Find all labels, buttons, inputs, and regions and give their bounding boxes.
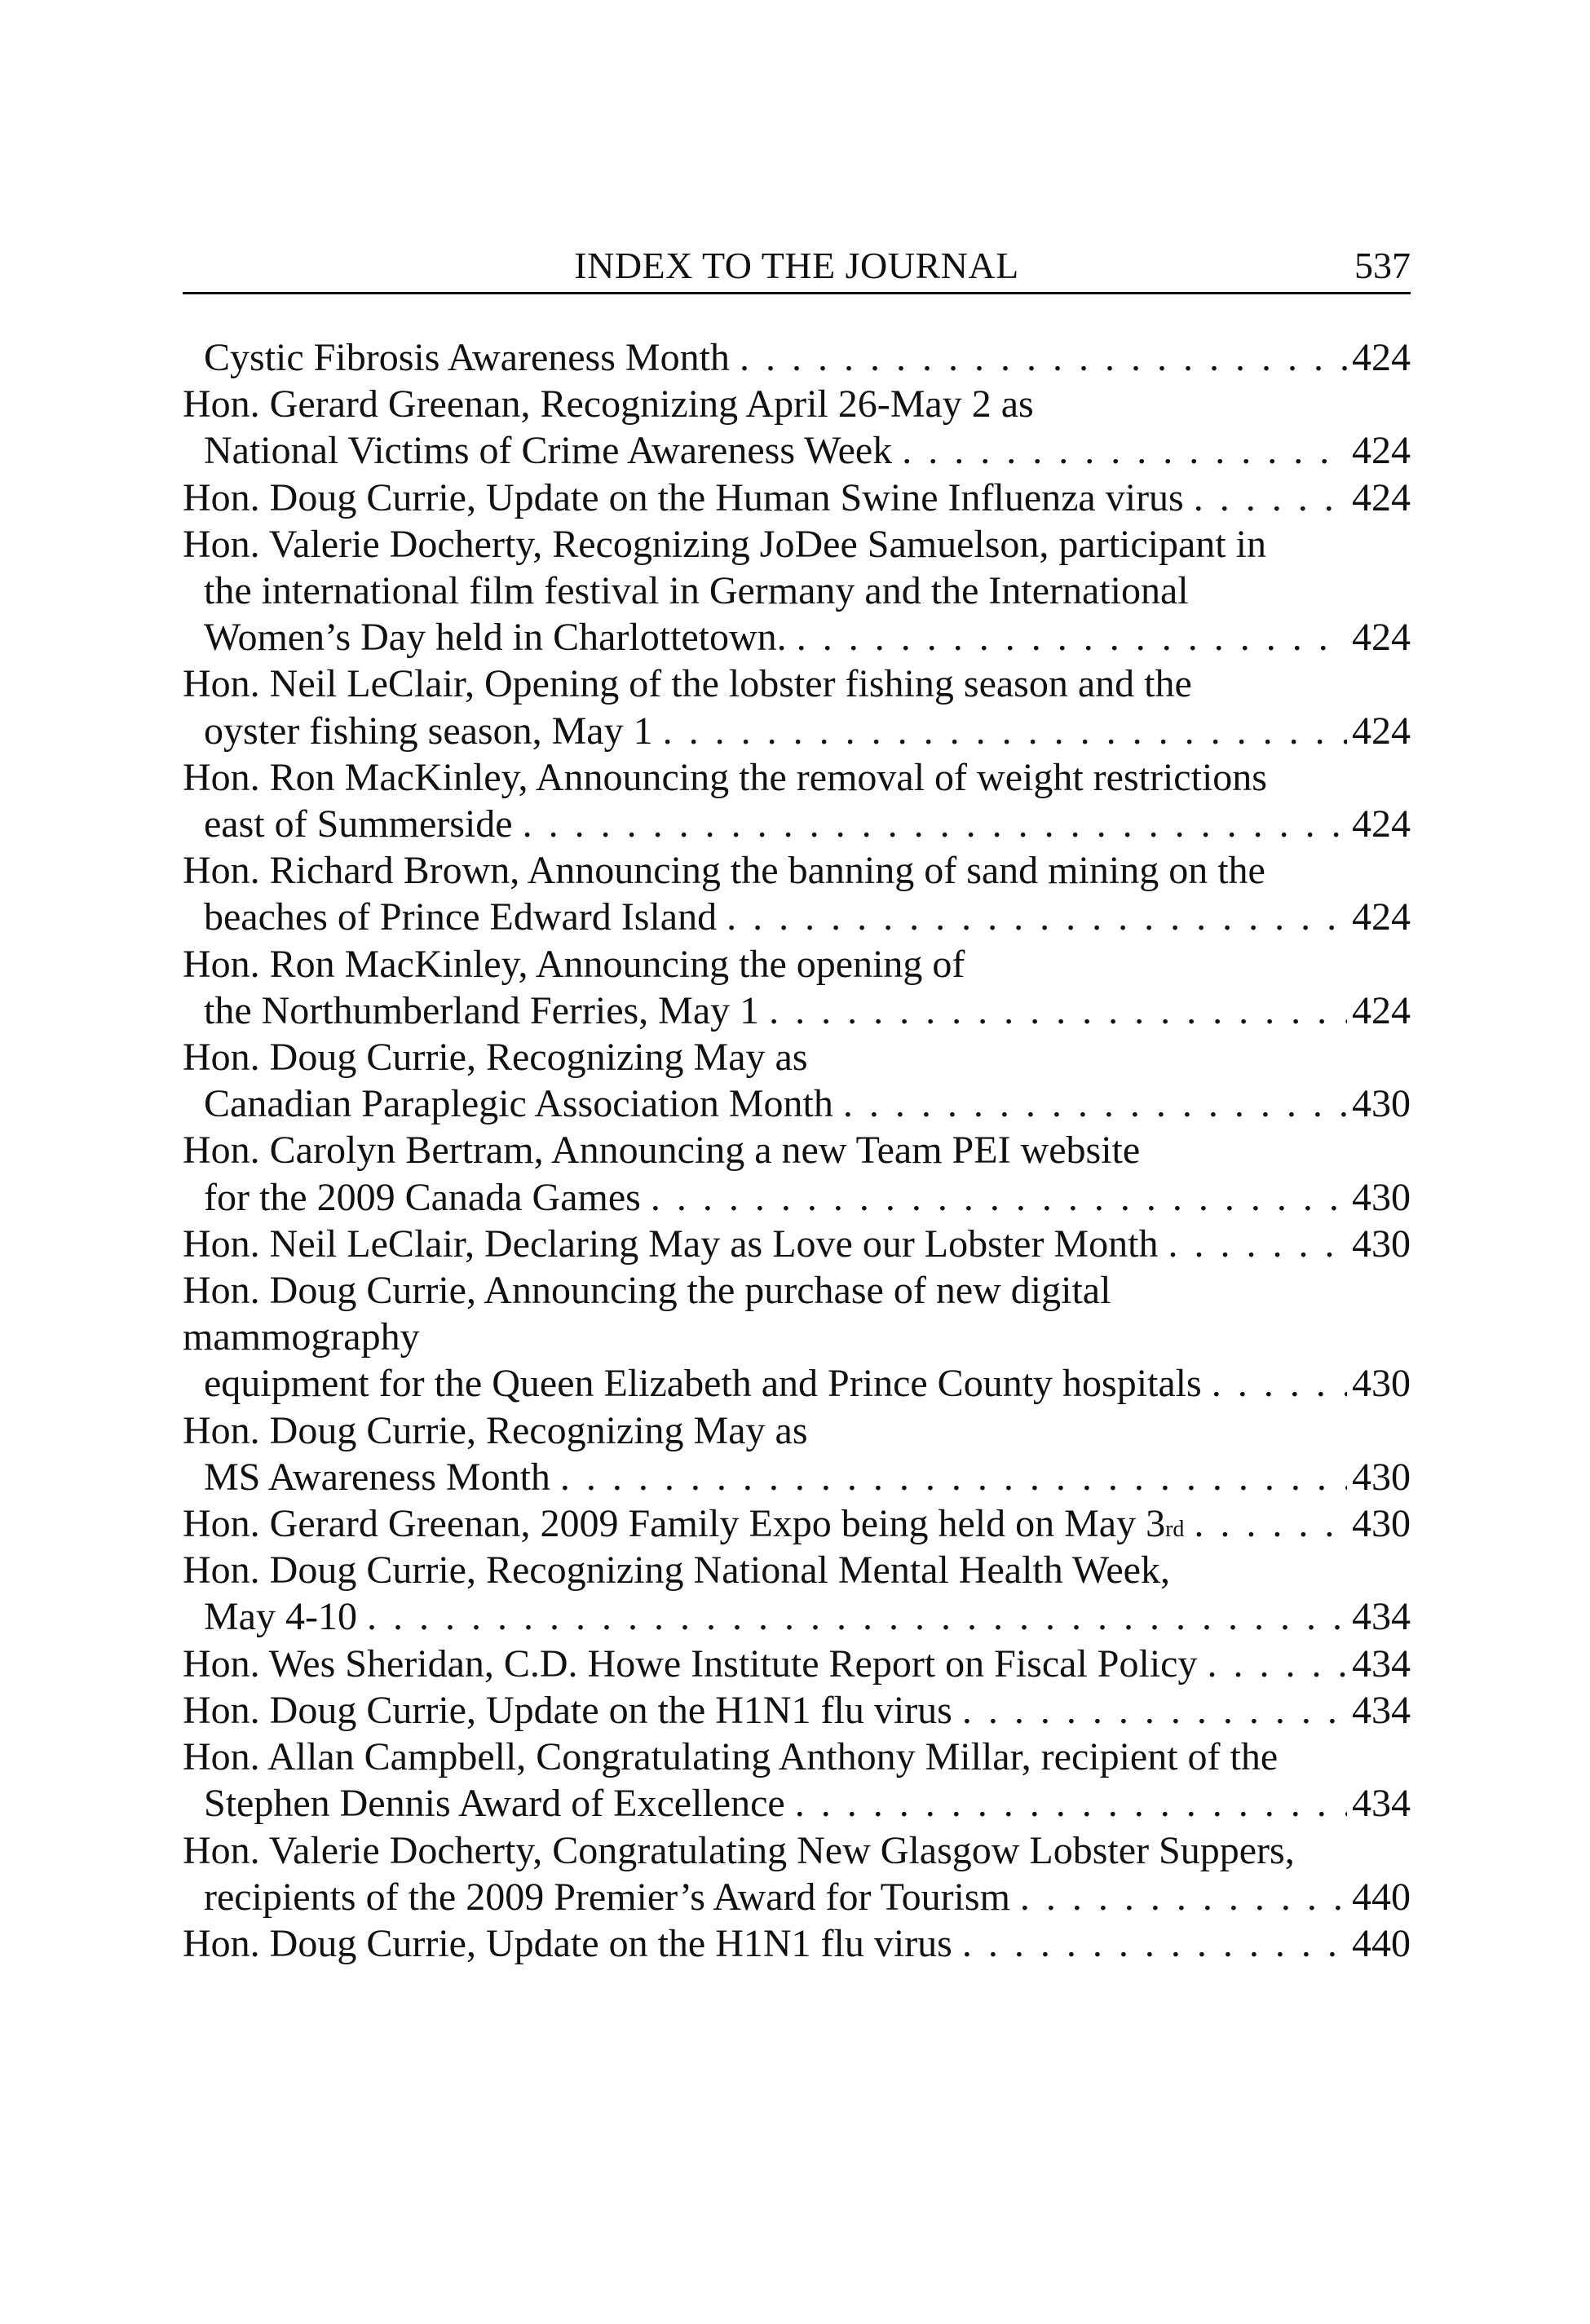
- index-entry-line: [183, 1593, 1411, 1640]
- index-entry: [183, 1827, 1411, 1920]
- index-entry-line: [183, 894, 1411, 940]
- entry-page-number: 440: [1352, 1875, 1411, 1919]
- entry-text: Women’s Day held in Charlottetown.: [204, 616, 787, 660]
- index-entry: [183, 1734, 1411, 1827]
- index-entry-line: [183, 1454, 1411, 1500]
- entry-text: Canadian Paraplegic Association Month: [204, 1082, 833, 1126]
- index-entry-line: [183, 1267, 1411, 1314]
- index-entry-line: [183, 847, 1411, 894]
- index-entry-line: [183, 381, 1411, 427]
- entry-page-number: 424: [1352, 802, 1411, 846]
- dot-leader: [962, 1687, 1347, 1734]
- index-entry-line: [183, 1920, 1411, 1967]
- dot-leader: [1194, 475, 1347, 521]
- index-entry: [183, 754, 1411, 847]
- index-entry-line: [183, 614, 1411, 661]
- entry-text: the Northumberland Ferries, May 1: [204, 988, 760, 1032]
- index-entry: [183, 847, 1411, 940]
- entry-text: Hon. Ron MacKinley, Announcing the removal of weight restrictions: [183, 755, 1267, 799]
- dot-leader: [1212, 1360, 1347, 1407]
- index-entry-line: [183, 521, 1411, 568]
- entry-text: for the 2009 Canada Games: [204, 1175, 641, 1219]
- dot-leader: [367, 1593, 1347, 1640]
- entry-page-number: 424: [1352, 475, 1411, 519]
- entry-text: Cystic Fibrosis Awareness Month: [204, 336, 730, 379]
- index-entry: [183, 475, 1411, 521]
- index-entry-line: [183, 1734, 1411, 1780]
- index-list: [183, 334, 1411, 1967]
- index-entry: [183, 521, 1411, 661]
- index-entry-line: Hon. Gerard Greenan, 2009 Family Expo being held on May 3 rd . . . 430: [183, 1500, 1411, 1547]
- dot-leader: [727, 894, 1347, 940]
- dot-leader: [962, 1920, 1347, 1967]
- index-entry-line: [183, 1080, 1411, 1127]
- index-entry: [183, 1687, 1411, 1734]
- entry-text: Hon. Valerie Docherty, Recognizing JoDee Samuelson, participant in: [183, 522, 1266, 566]
- dot-leader: [560, 1454, 1347, 1500]
- index-entry-line: [183, 708, 1411, 754]
- entry-page-number: 434: [1352, 1595, 1411, 1639]
- index-entry-line: [183, 754, 1411, 801]
- entry-text: Hon. Richard Brown, Announcing the banning of sand mining on the: [183, 849, 1265, 893]
- index-entry-line: [183, 568, 1411, 614]
- index-entry-line: [183, 801, 1411, 847]
- index-entry-line: [183, 1547, 1411, 1593]
- index-entry: [183, 661, 1411, 753]
- entry-page-number: 430: [1352, 1362, 1411, 1406]
- index-entry-line: [183, 941, 1411, 987]
- index-entry-line: [183, 475, 1411, 521]
- entry-page-number: 424: [1352, 895, 1411, 939]
- index-entry-line: [183, 1827, 1411, 1874]
- entry-page-number: 430: [1352, 1222, 1411, 1266]
- entry-page-number: 430: [1352, 1455, 1411, 1499]
- entry-text: Hon. Doug Currie, Update on the H1N1 flu virus: [183, 1688, 952, 1732]
- dot-leader: [795, 1780, 1347, 1827]
- entry-text: Stephen Dennis Award of Excellence: [204, 1782, 785, 1826]
- entry-page-number: 430: [1352, 1175, 1411, 1219]
- index-entry-line: [183, 1127, 1411, 1173]
- index-entry: [183, 941, 1411, 1034]
- page-number: 537: [1354, 245, 1411, 286]
- entry-text: Hon. Allan Campbell, Congratulating Anthony Millar, recipient of the: [183, 1735, 1279, 1779]
- entry-text: east of Summerside: [204, 802, 513, 846]
- entry-text: recipients of the 2009 Premier’s Award for Tourism: [204, 1875, 1010, 1919]
- index-entry: [183, 1547, 1411, 1640]
- entry-text: Hon. Gerard Greenan, Recognizing April 26-May 2 as: [183, 382, 1034, 426]
- entry-text: Hon. Ron MacKinley, Announcing the opening of: [183, 942, 965, 986]
- entry-text: oyster fishing season, May 1: [204, 709, 653, 753]
- entry-text: mammography: [183, 1315, 420, 1359]
- dot-leader: [797, 614, 1347, 661]
- entry-page-number: 434: [1352, 1641, 1411, 1686]
- dot-leader: [523, 801, 1347, 847]
- index-entry-line: [183, 1221, 1411, 1267]
- dot-leader: [843, 1080, 1347, 1127]
- index-entry-line: [183, 1780, 1411, 1827]
- dot-leader: [902, 427, 1347, 474]
- entry-text: Hon. Wes Sheridan, C.D. Howe Institute Report on Fiscal Policy: [183, 1641, 1198, 1686]
- index-entry: [183, 1127, 1411, 1220]
- index-entry: [183, 1267, 1411, 1407]
- index-entry-line: [183, 1641, 1411, 1687]
- entry-text: Hon. Doug Currie, Update on the Human Swine Influenza virus: [183, 475, 1184, 519]
- entry-text: May 4-10: [204, 1595, 357, 1639]
- entry-text: Hon. Doug Currie, Recognizing May as: [183, 1408, 808, 1452]
- dot-leader: [740, 334, 1347, 381]
- page-header: [183, 241, 1411, 294]
- entry-text: National Victims of Crime Awareness Week: [204, 429, 893, 473]
- dot-leader: [651, 1174, 1347, 1221]
- entry-text: Hon. Gerard Greenan, 2009 Family Expo being held on May 3: [183, 1502, 1166, 1546]
- entry-page-number: 440: [1352, 1921, 1411, 1965]
- index-entry-line: [183, 334, 1411, 381]
- index-entry: [183, 381, 1411, 474]
- entry-page-number: 434: [1352, 1688, 1411, 1732]
- index-entry: [183, 1500, 1411, 1547]
- entry-text: Hon. Valerie Docherty, Congratulating New Glasgow Lobster Suppers,: [183, 1828, 1295, 1872]
- index-entry-line: [183, 1174, 1411, 1221]
- entry-text: Hon. Doug Currie, Update on the H1N1 flu virus: [183, 1921, 952, 1965]
- entry-page-number: 430: [1352, 1502, 1411, 1546]
- entry-text: Hon. Neil LeClair, Declaring May as Love our Lobster Month: [183, 1222, 1159, 1266]
- dot-leader: [1194, 1500, 1347, 1547]
- entry-text: Hon. Doug Currie, Recognizing May as: [183, 1036, 808, 1080]
- entry-text: the international film festival in Germany and the International: [204, 569, 1189, 613]
- dot-leader: [1207, 1641, 1347, 1687]
- entry-text: Hon. Neil LeClair, Opening of the lobster fishing season and the: [183, 662, 1192, 706]
- entry-text: beaches of Prince Edward Island: [204, 895, 718, 939]
- index-entry-line: [183, 1407, 1411, 1454]
- index-entry: [183, 1920, 1411, 1967]
- index-entry-line: [183, 1874, 1411, 1920]
- entry-page-number: 424: [1352, 709, 1411, 753]
- index-entry: [183, 1407, 1411, 1500]
- entry-text: Hon. Doug Currie, Recognizing National Mental Health Week,: [183, 1549, 1170, 1593]
- index-entry-line: [183, 1360, 1411, 1407]
- index-entry: [183, 1034, 1411, 1127]
- entry-page-number: 424: [1352, 429, 1411, 473]
- index-entry-line: [183, 987, 1411, 1034]
- entry-text: Hon. Carolyn Bertram, Announcing a new Team PEI website: [183, 1129, 1141, 1173]
- entry-text: Hon. Doug Currie, Announcing the purchase of new digital: [183, 1269, 1111, 1313]
- entry-page-number: 430: [1352, 1082, 1411, 1126]
- index-entry: [183, 1221, 1411, 1267]
- dot-leader: [1020, 1874, 1347, 1920]
- index-entry: [183, 334, 1411, 381]
- index-entry-line: [183, 1687, 1411, 1734]
- entry-page-number: 424: [1352, 616, 1411, 660]
- dot-leader: [663, 708, 1347, 754]
- index-entry-line: [183, 1034, 1411, 1080]
- index-entry-line: [183, 1314, 1411, 1360]
- entry-text: equipment for the Queen Elizabeth and Prince County hospitals: [204, 1362, 1202, 1406]
- dot-leader: [1168, 1221, 1347, 1267]
- entry-page-number: 424: [1352, 336, 1411, 379]
- entry-page-number: 434: [1352, 1782, 1411, 1826]
- index-entry: [183, 1641, 1411, 1687]
- running-title: INDEX TO THE JOURNAL: [574, 245, 1019, 286]
- dot-leader: [769, 987, 1347, 1034]
- entry-text: MS Awareness Month: [204, 1455, 550, 1499]
- index-entry-line: [183, 661, 1411, 707]
- entry-page-number: 424: [1352, 988, 1411, 1032]
- index-entry-line: [183, 427, 1411, 474]
